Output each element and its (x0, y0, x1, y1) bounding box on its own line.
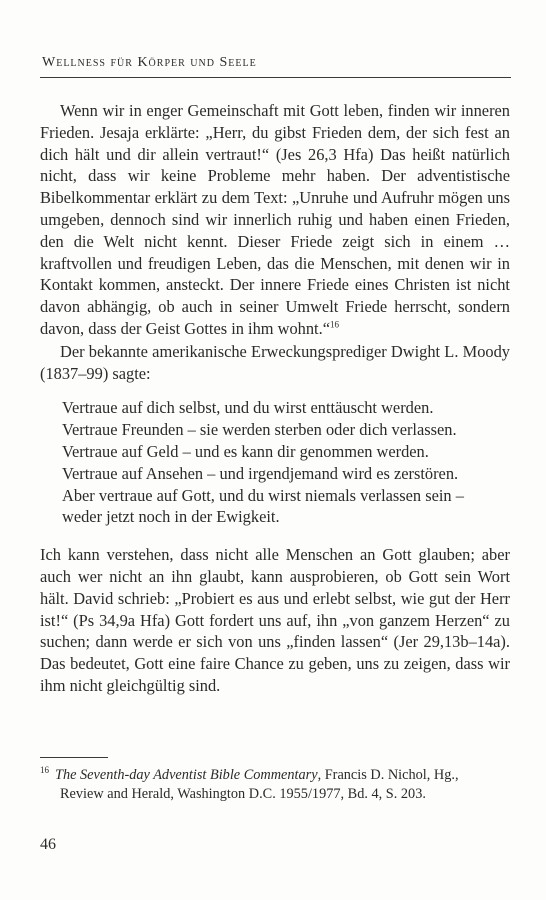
body-text (40, 100, 510, 697)
running-head: Wellness für Körper und Seele (42, 55, 257, 70)
footnote (40, 766, 510, 804)
footnote-reference: 16 (329, 319, 339, 330)
block-quote (62, 397, 510, 528)
paragraph-1-text: Wenn wir in enger Gemeinschaft mit Gott leben, finden wir inneren Frieden. Jesaja erklärte: „Herr, du gibst Frieden dem, der sich fest an dich hält und dir allein vertraut!“ (Jes 26,3 Hfa) Das heißt natürlich nicht, dass wir keine Probleme mehr haben. Der adventistische Bibelkommentar erklärt zu dem Text: „Unruhe und Aufruhr mögen uns umgeben, dennoch sind wir innerlich ruhig und haben einen Frieden, den die Welt nicht kennt. Dieser Friede zeigt sich in einem … kraftvollen und freudigen Leben, das die Menschen, mit denen wir in Kontakt kommen, ansteckt. Der innere Friede eines Christen ist nicht davon abhängig, ob auch in seiner Umwelt Friede herrscht, sondern davon, dass der Geist Gottes in ihm wohnt.“ (40, 101, 510, 338)
page-number: 46 (40, 836, 56, 853)
footnote-number: 16 (40, 765, 49, 776)
footnote-text-line-1: , Francis D. Nichol, Hg., (317, 767, 459, 783)
footnote-text-line-2: Review and Herald, Washington D.C. 1955/1977, Bd. 4, S. 203. (60, 786, 426, 802)
footnote-title: The Seventh-day Adventist Bible Commentary (55, 767, 318, 783)
header-rule (40, 77, 511, 78)
quote-line: Aber vertraue auf Gott, und du wirst niemals verlassen sein – (62, 485, 464, 505)
quote-line: Vertraue auf Geld – und es kann dir genommen werden. (62, 441, 429, 461)
quote-line: Vertraue auf Ansehen – und irgendjemand wird es zerstören. (62, 463, 459, 483)
paragraph-2: Der bekannte amerikanische Erweckungsprediger Dwight L. Moody (1837–99) sagte: (40, 341, 510, 383)
quote-line: Vertraue auf dich selbst, und du wirst enttäuscht werden. (62, 398, 434, 418)
paragraph-3: Ich kann verstehen, dass nicht alle Menschen an Gott glauben; aber auch wer nicht an ihn glaubt, kann ausprobieren, ob Gott sein Wort hält. David schrieb: „Probiert es aus und erlebt selbst, wie gut der Herr ist!“ (Ps 34,9a Hfa) Gott fordert uns auf, ihn „von ganzem Herzen“ zu suchen; dann werde er sich von uns „finden lassen“ (Jer 29,13b–14a). Das bedeutet, Gott eine faire Chance zu geben, uns zu zeigen, dass wir ihm nicht gleichgültig sind. (40, 545, 510, 695)
paragraph-1 (40, 100, 510, 340)
quote-line: weder jetzt noch in der Ewigkeit. (62, 507, 280, 527)
quote-line: Vertraue Freunden – sie werden sterben oder dich verlassen. (62, 420, 457, 440)
footnote-rule (40, 757, 108, 758)
